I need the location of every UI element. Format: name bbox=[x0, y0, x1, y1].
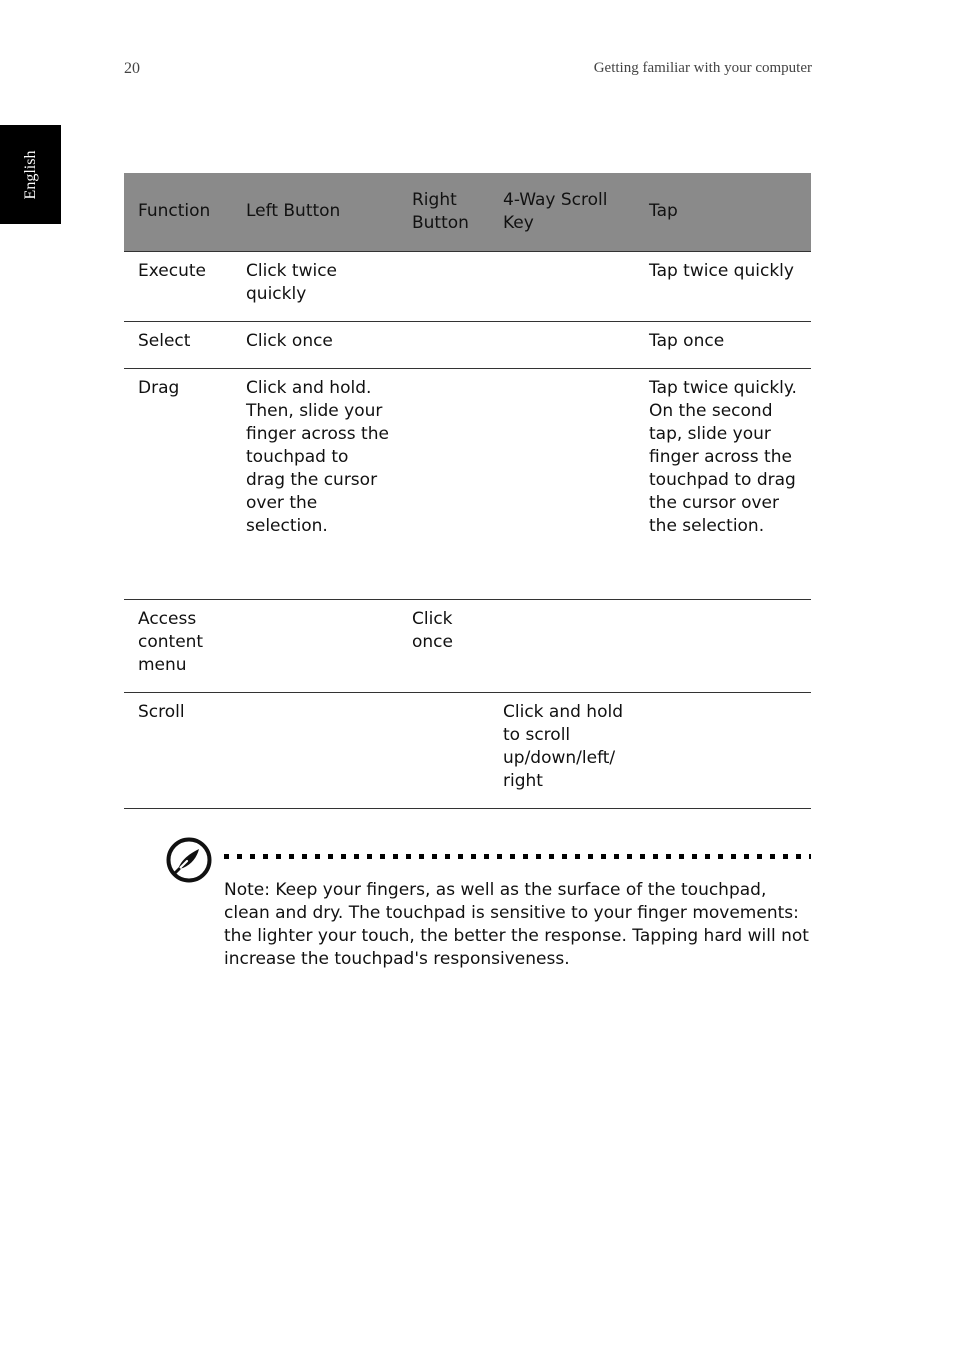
table-cell bbox=[398, 251, 489, 321]
table-cell bbox=[489, 321, 635, 368]
table-cell bbox=[398, 368, 489, 599]
table-row bbox=[124, 599, 811, 692]
table-cell: Select bbox=[124, 321, 232, 368]
table-cell bbox=[232, 599, 398, 692]
language-tab-label: English bbox=[21, 150, 39, 199]
column-header-function: Function bbox=[124, 173, 232, 251]
table-header-row bbox=[124, 173, 811, 251]
column-header-right-button: Right Button bbox=[398, 173, 489, 251]
note-pen-icon bbox=[165, 836, 213, 884]
page-number: 20 bbox=[124, 60, 140, 77]
table-cell: Tap once bbox=[635, 321, 811, 368]
table-cell bbox=[489, 599, 635, 692]
table-row bbox=[124, 692, 811, 808]
column-header-tap: Tap bbox=[635, 173, 811, 251]
note-text: Note: Keep your fingers, as well as the surface of the touchpad, clean and dry. The touchpad is sensitive to your finger movements: the lighter your touch, the better the response. Tapping hard will not increase the touchpad's responsiveness. bbox=[224, 880, 809, 969]
column-header-scroll-key: 4-Way Scroll Key bbox=[489, 173, 635, 251]
note-dotted-rule bbox=[224, 854, 811, 859]
touchpad-function-table bbox=[124, 173, 811, 809]
table-row bbox=[124, 368, 811, 599]
table-cell: Access content menu bbox=[124, 599, 232, 692]
table-cell bbox=[635, 692, 811, 808]
table-row bbox=[124, 321, 811, 368]
table-row bbox=[124, 251, 811, 321]
table-cell: Click once bbox=[232, 321, 398, 368]
table-cell bbox=[398, 692, 489, 808]
table-cell: Execute bbox=[124, 251, 232, 321]
table-cell: Click twice quickly bbox=[232, 251, 398, 321]
table-cell: Click and hold to scroll up/down/left/ right bbox=[489, 692, 635, 808]
table-cell: Tap twice quickly bbox=[635, 251, 811, 321]
column-header-left-button: Left Button bbox=[232, 173, 398, 251]
language-tab bbox=[0, 125, 61, 224]
table-cell bbox=[489, 251, 635, 321]
table-cell: Click once bbox=[398, 599, 489, 692]
table-cell bbox=[635, 599, 811, 692]
running-header: Getting familiar with your computer bbox=[593, 60, 812, 76]
table-cell: Scroll bbox=[124, 692, 232, 808]
table-cell bbox=[398, 321, 489, 368]
table-cell: Drag bbox=[124, 368, 232, 599]
table-cell bbox=[489, 368, 635, 599]
table-cell: Tap twice quickly. On the second tap, slide your finger across the touchpad to drag the cursor over the selection. bbox=[635, 368, 811, 599]
table-cell: Click and hold. Then, slide your finger across the touchpad to drag the cursor over the selection. bbox=[232, 368, 398, 599]
table-cell bbox=[232, 692, 398, 808]
